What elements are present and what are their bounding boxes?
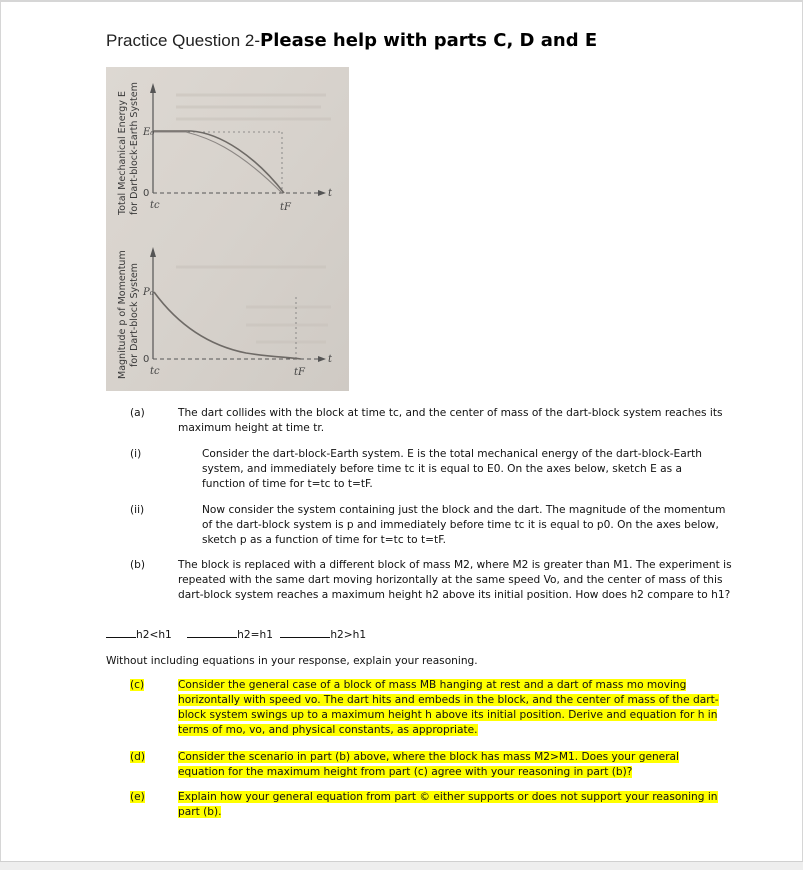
graphs-photo [106, 67, 349, 391]
part-e-text: Explain how your general equation from part © either supports or does not support your reasoning in part (b). [178, 791, 718, 818]
choice-h2-equal-h1[interactable]: h2=h1 [237, 629, 273, 641]
momentum-p0-label: P₀ [143, 287, 154, 298]
energy-y-label-1: Total Mechanical Energy E [117, 91, 128, 215]
part-e-label: (e) [130, 791, 145, 803]
momentum-zero-label: 0 [143, 354, 150, 365]
part-a-text: The dart collides with the block at time tc, and the center of mass of the dart-block system reaches its maximum height at time tr. [178, 407, 723, 434]
part-c-text: Consider the general case of a block of mass MB hanging at rest and a dart of mass mo moving horizontally with speed vo. The dart hits and embeds in the block, and the center of mass of the dart-block system swings up to a maximum height h above its initial position. Derive and equation for h in terms of mo, vo, and physical constants, as appropriate. [178, 679, 719, 736]
title-prefix: Practice Question 2- [106, 31, 261, 50]
part-b-text: The block is replaced with a different block of mass M2, where M2 is greater than M1. The experiment is repeated with the same dart moving horizontally at the same speed Vo, and the center of mass of this dart-block system reaches a maximum height h2 above its initial position. How does h2 compare to h1? [178, 559, 732, 601]
momentum-tf-label: tF [294, 367, 305, 378]
title-bold: Please help with parts C, D and E [260, 30, 598, 51]
energy-tc-label: tc [150, 200, 160, 211]
part-a-i-label: (i) [130, 448, 142, 460]
part-b-label: (b) [130, 559, 145, 571]
explain-instruction: Without including equations in your response, explain your reasoning. [106, 655, 478, 667]
part-a-i-text: Consider the dart-block-Earth system. E is the total mechanical energy of the dart-block-Earth system, and immediately before time tc it is equal to E0. On the axes below, sketch E as a function of time for t=tc to t=tF. [202, 448, 702, 490]
energy-zero-label: 0 [143, 188, 150, 199]
part-a-ii-text: Now consider the system containing just the block and the dart. The magnitude of the momentum of the dart-block system is p and immediately before time tc it is equal to p0. On the axes below, sketch p as a function of time for t=tc to t=tF. [202, 504, 726, 546]
choice-h2-greater-h1[interactable]: h2>h1 [330, 629, 367, 641]
momentum-t-label: t [328, 354, 333, 365]
energy-t-label: t [328, 188, 333, 199]
momentum-tc-label: tc [150, 366, 160, 377]
momentum-y-label-2: for Dart-block System [129, 263, 140, 367]
part-a-ii-label: (ii) [130, 504, 145, 516]
part-a-label: (a) [130, 407, 145, 419]
part-d-text: Consider the scenario in part (b) above, where the block has mass M2>M1. Does your general equation for the maximum height from part (c) agree with your reasoning in part (b)? [178, 751, 679, 778]
answer-choices [106, 626, 526, 643]
energy-e0-label: E₀ [143, 127, 155, 138]
part-d-label: (d) [130, 751, 145, 763]
choice-h2-less-h1[interactable]: h2<h1 [136, 629, 172, 641]
energy-y-label-2: for Dart-block-Earth System [129, 82, 140, 215]
energy-tf-label: tF [280, 202, 291, 213]
part-c-label: (c) [130, 679, 145, 691]
question-title [106, 30, 597, 51]
momentum-y-label-1: Magnitude p of Momentum [117, 250, 128, 379]
